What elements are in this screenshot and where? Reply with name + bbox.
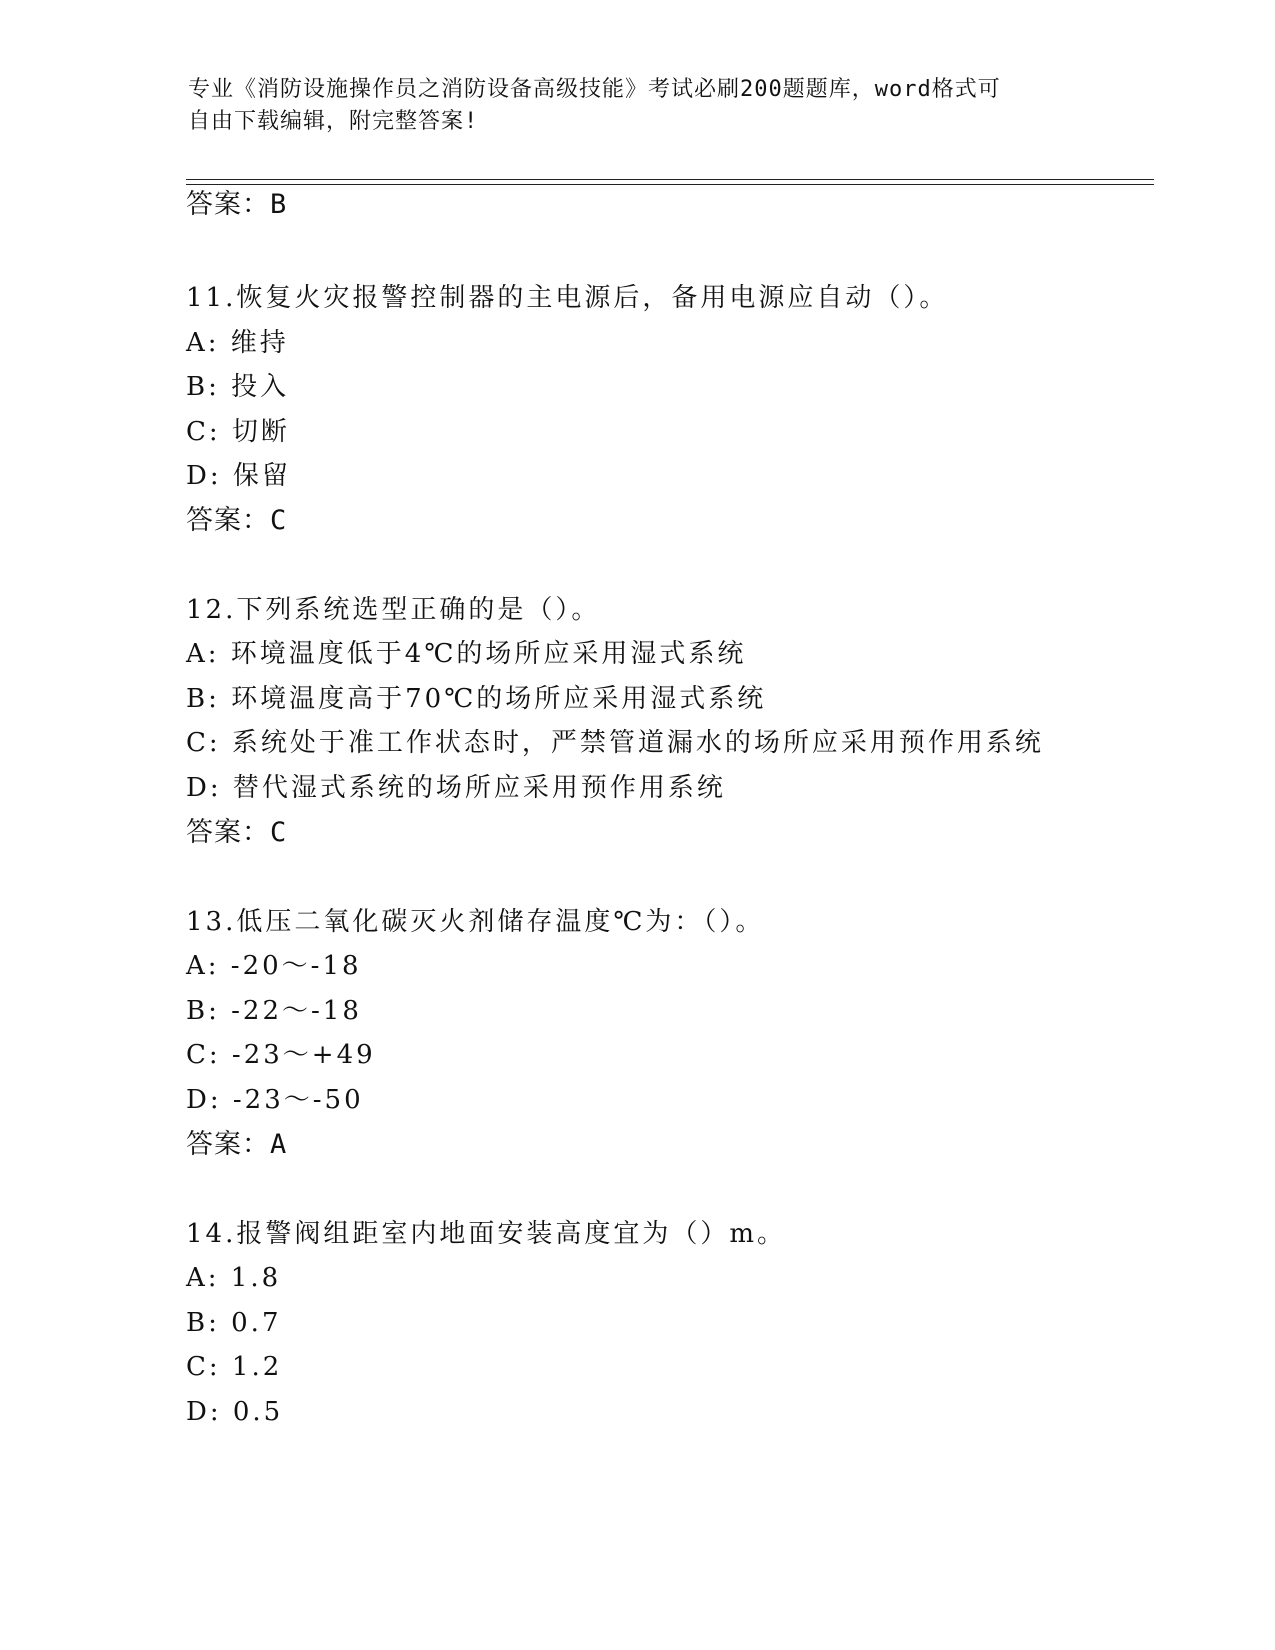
question-11-stem: 11.恢复火灾报警控制器的主电源后，备用电源应自动（）。 bbox=[186, 283, 949, 313]
question-13-option-b: B: -22～-18 bbox=[186, 996, 362, 1026]
question-13-answer: 答案：A bbox=[186, 1129, 288, 1160]
question-14-option-b: B: 0.7 bbox=[186, 1308, 282, 1338]
header-line-1: 专业《消防设施操作员之消防设备高级技能》考试必刷200题题库，word格式可 bbox=[188, 77, 1001, 102]
question-12-stem: 12.下列系统选型正确的是（）。 bbox=[186, 595, 601, 625]
question-13-option-c: C: -23～+49 bbox=[186, 1040, 376, 1070]
question-12-option-d: D: 替代湿式系统的场所应采用预作用系统 bbox=[186, 773, 726, 803]
header-line-2: 自由下载编辑，附完整答案! bbox=[188, 109, 479, 134]
question-11-answer: 答案：C bbox=[186, 505, 288, 536]
question-11-option-a: A: 维持 bbox=[186, 328, 289, 358]
question-14-option-c: C: 1.2 bbox=[186, 1352, 283, 1382]
question-13-option-d: D: -23～-50 bbox=[186, 1085, 364, 1115]
question-14-stem: 14.报警阀组距室内地面安装高度宜为（）m。 bbox=[186, 1219, 787, 1249]
prev-answer: 答案：B bbox=[186, 189, 288, 220]
question-12-option-c: C: 系统处于准工作状态时，严禁管道漏水的场所应采用预作用系统 bbox=[186, 728, 1044, 758]
question-13-option-a: A: -20～-18 bbox=[186, 951, 362, 981]
question-13-stem: 13.低压二氧化碳灭火剂储存温度℃为：（）。 bbox=[186, 907, 765, 937]
question-11-option-b: B: 投入 bbox=[186, 372, 290, 402]
question-11-option-c: C: 切断 bbox=[186, 417, 290, 447]
question-11-option-d: D: 保留 bbox=[186, 461, 291, 491]
header-divider-top bbox=[186, 179, 1154, 180]
question-12-answer: 答案：C bbox=[186, 817, 288, 848]
document-header bbox=[188, 74, 1088, 138]
question-14-option-d: D: 0.5 bbox=[186, 1397, 284, 1427]
question-12-option-a: A: 环境温度低于4℃的场所应采用湿式系统 bbox=[186, 639, 747, 669]
header-divider-bottom bbox=[186, 184, 1154, 185]
question-12-option-b: B: 环境温度高于70℃的场所应采用湿式系统 bbox=[186, 684, 767, 714]
question-14-option-a: A: 1.8 bbox=[186, 1263, 282, 1293]
